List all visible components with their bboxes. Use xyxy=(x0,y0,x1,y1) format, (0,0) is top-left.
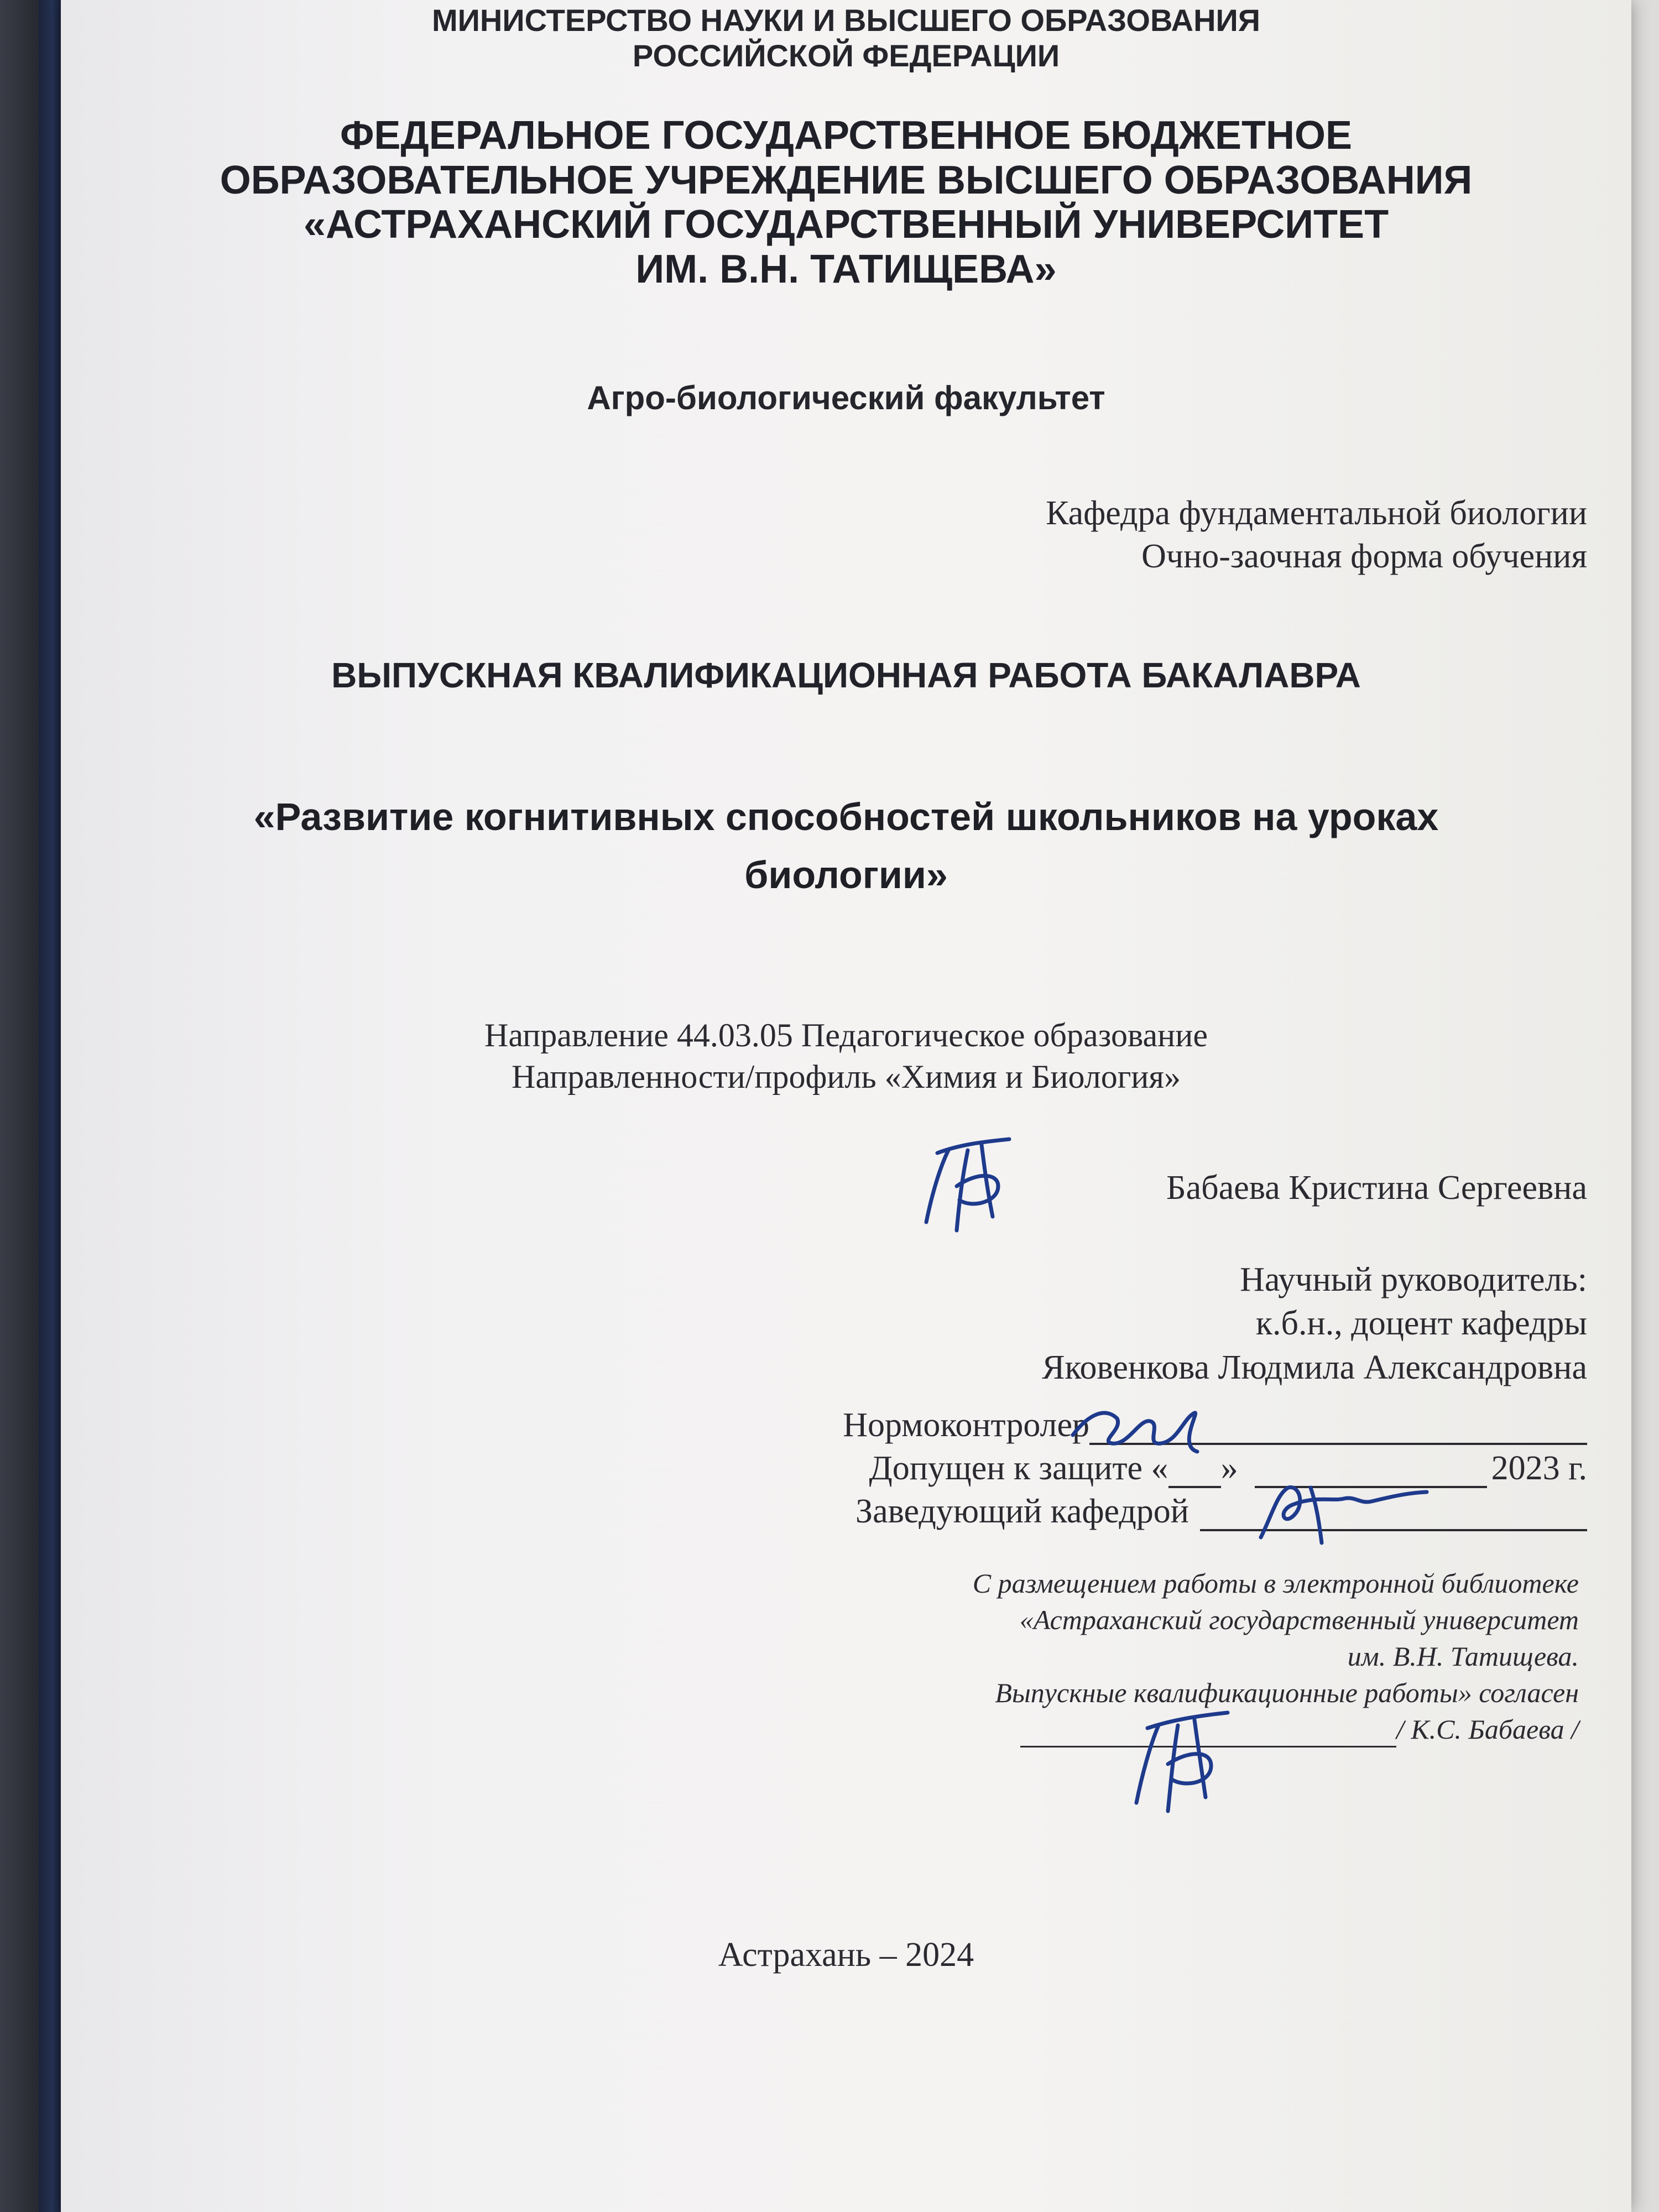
institution-line-2: ОБРАЗОВАТЕЛЬНОЕ УЧРЕЖДЕНИЕ ВЫСШЕГО ОБРАЗОВАНИЯ xyxy=(220,158,1473,202)
head-row xyxy=(702,1488,1587,1531)
work-topic-line-1: «Развитие когнитивных способностей школьников на уроках xyxy=(253,795,1439,838)
work-type-heading: ВЫПУСКНАЯ КВАЛИФИКАЦИОННАЯ РАБОТА БАКАЛАВРА xyxy=(331,655,1361,695)
direction-block xyxy=(61,1015,1631,1098)
direction-text: Направление 44.03.05 Педагогическое образование xyxy=(484,1017,1208,1053)
admitted-label-mid: » xyxy=(1220,1449,1238,1487)
admitted-label-start: Допущен к защите « xyxy=(869,1449,1168,1487)
advisor-degree: к.б.н., доцент кафедры xyxy=(1255,1305,1587,1343)
library-consent-line-3: им. В.Н. Татищева. xyxy=(1347,1641,1579,1672)
normcontrol-label: Нормоконтролер xyxy=(843,1406,1089,1444)
ministry-header xyxy=(61,3,1631,74)
work-topic xyxy=(61,788,1631,904)
city-year: Астрахань – 2024 xyxy=(718,1936,974,1974)
library-consent-sign-row xyxy=(973,1711,1579,1747)
library-consent-line-4: Выпускные квалификационные работы» согласен xyxy=(995,1677,1579,1708)
author-name: Бабаева Кристина Сергеевна xyxy=(1166,1169,1587,1207)
title-page xyxy=(61,0,1631,2212)
institution-name xyxy=(61,113,1631,292)
author-signature xyxy=(915,1134,1026,1239)
profile-text: Направленности/профиль «Химия и Биология» xyxy=(511,1058,1181,1095)
admitted-day-line xyxy=(1168,1455,1221,1488)
library-consent-line-1: С размещением работы в электронной библиотеке xyxy=(972,1568,1579,1599)
head-label: Заведующий кафедрой xyxy=(855,1493,1189,1530)
normcontrol-signature xyxy=(1067,1396,1211,1457)
ministry-line-1: МИНИСТЕРСТВО НАУКИ И ВЫСШЕГО ОБРАЗОВАНИЯ xyxy=(431,3,1261,38)
institution-line-4: ИМ. В.Н. ТАТИЩЕВА» xyxy=(635,247,1057,291)
library-consent-signature xyxy=(1123,1706,1250,1817)
author-block xyxy=(1166,1167,1587,1210)
work-topic-line-2: биологии» xyxy=(744,853,948,896)
department-block xyxy=(1046,492,1587,578)
institution-line-1: ФЕДЕРАЛЬНОЕ ГОСУДАРСТВЕННОЕ БЮДЖЕТНОЕ xyxy=(340,113,1353,158)
study-form: Очно-заочная форма обучения xyxy=(1141,537,1587,575)
faculty-name: Агро-биологический факультет xyxy=(587,379,1105,416)
advisor-name: Яковенкова Людмила Александровна xyxy=(1042,1348,1587,1386)
head-signature xyxy=(1250,1471,1438,1548)
institution-line-3: «АСТРАХАНСКИЙ ГОСУДАРСТВЕННЫЙ УНИВЕРСИТЕТ xyxy=(303,202,1389,247)
library-consent xyxy=(973,1565,1579,1747)
advisor-block xyxy=(1042,1258,1587,1390)
department-name: Кафедра фундаментальной биологии xyxy=(1046,494,1587,532)
library-consent-signer: / К.С. Бабаева / xyxy=(1396,1714,1579,1745)
ministry-line-2: РОССИЙСКОЙ ФЕДЕРАЦИИ xyxy=(632,38,1060,74)
library-consent-line-2: «Астраханский государственный университет xyxy=(1019,1604,1579,1635)
admitted-year: 2023 г. xyxy=(1491,1449,1587,1487)
advisor-label: Научный руководитель: xyxy=(1240,1261,1587,1298)
